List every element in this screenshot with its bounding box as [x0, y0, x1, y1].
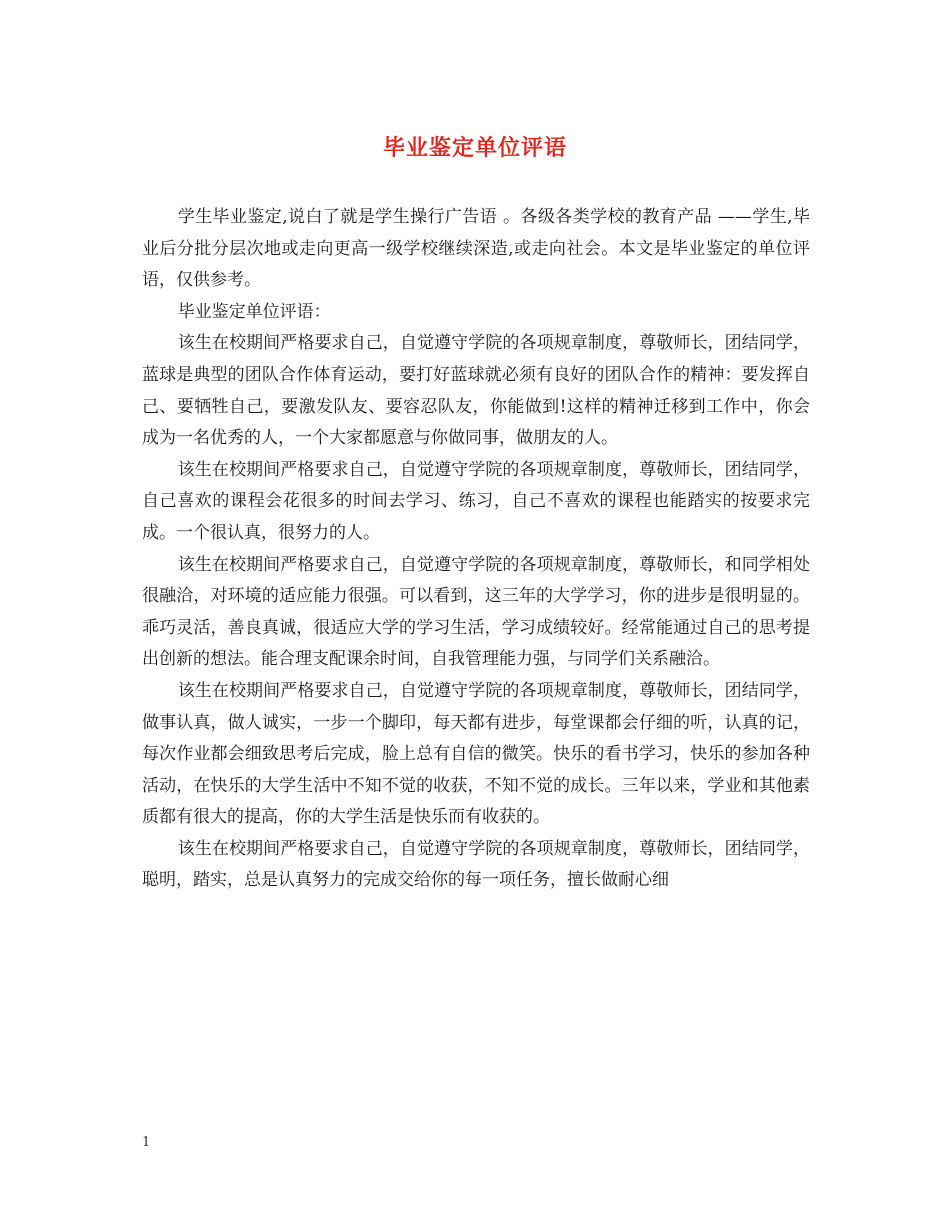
section-heading: 毕业鉴定单位评语：: [177, 301, 331, 322]
document-title: 毕业鉴定单位评语: [382, 135, 567, 161]
comment-paragraph: 该生在校期间严格要求自己，自觉遵守学院的各项规章制度，尊敬师长，团结同学，蓝球是典型的团队合作体育运动，要打好蓝球就必须有良好的团队合作的精神：要发挥自己、要牺牲自己，要激发队友、要容忍队友，你能做到!这样的精神迁移到工作中，你会成为一名优秀的人，一个大家都愿意与你做同事，做朋友的人。: [142, 333, 810, 449]
comment-paragraph: 该生在校期间严格要求自己，自觉遵守学院的各项规章制度，尊敬师长，团结同学，自己喜欢的课程会花很多的时间去学习、练习，自己不喜欢的课程也能踏实的按要求完成。一个很认真，很努力的人。: [142, 459, 810, 543]
comment-paragraph: 该生在校期间严格要求自己，自觉遵守学院的各项规章制度，尊敬师长，和同学相处很融洽，对环境的适应能力很强。可以看到，这三年的大学学习，你的进步是很明显的。乖巧灵活，善良真诚，很适应大学的学习生活，学习成绩较好。经常能通过自己的思考提出创新的想法。能合理支配课余时间，自我管理能力强，与同学们关系融洽。: [142, 554, 810, 670]
document-body: [142, 202, 810, 897]
comment-paragraph: 该生在校期间严格要求自己，自觉遵守学院的各项规章制度，尊敬师长，团结同学，做事认真，做人诚实，一步一个脚印，每天都有进步，每堂课都会仔细的听，认真的记，每次作业都会细致思考后完成，脸上总有自信的微笑。快乐的看书学习，快乐的参加各种活动，在快乐的大学生活中不知不觉的收获，不知不觉的成长。三年以来，学业和其他素质都有很大的提高，你的大学生活是快乐而有收获的。: [142, 680, 810, 828]
intro-paragraph: 学生毕业鉴定,说白了就是学生操行广告语 。各级各类学校的教育产品 ——学生,毕业后分批分层次地或走向更高一级学校继续深造,或走向社会。本文是毕业鉴定的单位评语，仅供参考。: [142, 207, 810, 291]
page-number: 1: [142, 1135, 151, 1150]
comment-paragraph: 该生在校期间严格要求自己，自觉遵守学院的各项规章制度，尊敬师长，团结同学，聪明，踏实，总是认真努力的完成交给你的每一项任务，擅长做耐心细: [142, 838, 810, 891]
